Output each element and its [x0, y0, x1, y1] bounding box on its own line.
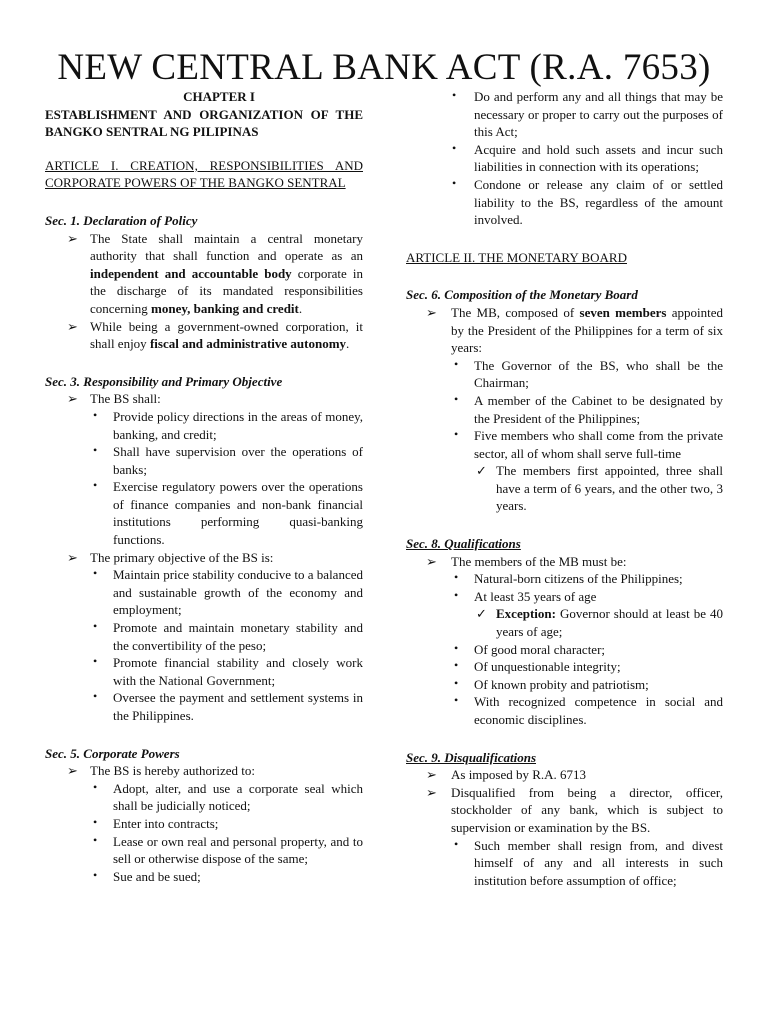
text: The BS shall:: [90, 391, 161, 407]
text: The members of the MB must be:: [451, 553, 627, 569]
text: With recognized competence in social and economic disciplines.: [474, 694, 723, 727]
arrow-icon: ➢: [67, 391, 78, 407]
bullet-icon: •: [93, 407, 98, 422]
bullet-icon: •: [93, 619, 98, 634]
text: Five members who shall come from the private sector, all of whom shall serve full-time: [474, 428, 723, 461]
list-item: [406, 641, 723, 659]
text: Sec. 9. Disqualifications: [406, 749, 537, 765]
list-item: [45, 780, 363, 815]
text: .: [298, 300, 303, 316]
check-icon: ✓: [476, 463, 487, 479]
bullet-icon: •: [452, 140, 457, 155]
arrow-icon: ➢: [67, 318, 78, 334]
list-item: [45, 566, 363, 619]
bullet-icon: •: [93, 867, 98, 882]
bullet-icon: •: [93, 689, 98, 704]
text: Provide policy directions in the areas of money, banking, and credit;: [113, 408, 363, 442]
text: The primary objective of the BS is:: [90, 549, 274, 565]
list-item: [45, 833, 363, 868]
list-item: [406, 570, 723, 588]
text: Promote financial stability and closely work with the National Government;: [113, 655, 363, 688]
bullet-icon: •: [454, 570, 459, 585]
arrow-icon: ➢: [426, 767, 437, 783]
bullet-icon: •: [93, 443, 98, 458]
bullet-icon: •: [93, 832, 98, 847]
bullet-icon: •: [93, 779, 98, 794]
list-item: [45, 654, 363, 689]
bullet-icon: •: [454, 391, 459, 406]
text: Lease or own real and personal property, and to sell or otherwise dispose of the same;: [113, 833, 363, 867]
text: Disqualified from being a director, officer, stockholder of any bank, which is subject to supervision or examination by the BS.: [451, 784, 723, 835]
text: Oversee the payment and settlement systems in the Philippines.: [113, 690, 363, 723]
sec-1-paragraph-2: [45, 318, 363, 353]
arrow-icon: ➢: [426, 784, 437, 800]
bullet-icon: •: [454, 675, 459, 690]
sec-8-heading: [406, 535, 723, 553]
text: .: [346, 336, 350, 352]
bullet-icon: •: [454, 427, 459, 442]
text: A member of the Cabinet to be designated by the President of the Philippines;: [474, 392, 723, 426]
text: The State shall maintain a central monetary authority that shall function and operate as an: [90, 230, 363, 264]
arrow-icon: ➢: [67, 763, 78, 779]
bullet-icon: •: [452, 88, 457, 102]
text: Acquire and hold such assets and incur such liabilities in connection with its operations;: [474, 141, 723, 175]
sec-5-intro: [45, 762, 363, 780]
sec-9-paragraph-2: [406, 784, 723, 837]
text: Do and perform any and all things that may be necessary or proper to carry out the purposes of this Act;: [474, 89, 723, 140]
list-item: [45, 478, 363, 548]
check-icon: ✓: [476, 606, 487, 622]
list-item: [406, 357, 723, 392]
list-item: [45, 443, 363, 478]
text: The Governor of the BS, who shall be the Chairman;: [474, 357, 723, 391]
bullet-icon: •: [454, 693, 459, 708]
bold-text: money, banking and credit: [151, 300, 299, 316]
bold-text: Exception:: [496, 606, 556, 622]
text: appointed by the President of the Philippines for a term of six years:: [451, 304, 724, 356]
text: Of good moral character;: [474, 641, 606, 657]
sec-3-heading: Sec. 3. Responsibility and Primary Objective: [45, 373, 283, 389]
list-item: [406, 588, 723, 606]
left-column: [45, 88, 363, 885]
check-item: [406, 462, 723, 515]
bullet-icon: •: [454, 836, 459, 851]
text: Enter into contracts;: [113, 815, 219, 831]
sec-8-intro: [406, 553, 723, 571]
bullet-icon: •: [93, 654, 98, 669]
text: Promote and maintain monetary stability and the convertibility of the peso;: [113, 620, 363, 653]
arrow-icon: ➢: [426, 553, 437, 569]
sec-3-intro: [45, 390, 363, 408]
bullet-icon: •: [454, 356, 459, 371]
bullet-icon: •: [93, 566, 98, 581]
arrow-icon: ➢: [67, 230, 78, 246]
text: At least 35 years of age: [474, 588, 597, 604]
document-title: NEW CENTRAL BANK ACT (R.A. 7653): [57, 47, 711, 88]
text: The BS is hereby authorized to:: [90, 763, 255, 779]
list-item: [406, 658, 723, 676]
text: Shall have supervision over the operations of banks;: [113, 444, 363, 477]
list-item: [406, 141, 723, 176]
sec-1-paragraph-1: [45, 230, 363, 318]
text: Condone or release any claim of or settled liability to the BS, regardless of the amount involved.: [474, 176, 723, 228]
text: Of known probity and patriotism;: [474, 676, 649, 692]
sec-6-heading: Sec. 6. Composition of the Monetary Board: [406, 287, 638, 303]
text: Sue and be sued;: [113, 868, 201, 884]
list-item: [406, 392, 723, 427]
list-item: [406, 427, 723, 462]
text: While being a government-owned corporation, it shall enjoy: [90, 318, 363, 352]
list-item: [406, 676, 723, 694]
bullet-icon: •: [454, 640, 459, 655]
bullet-icon: •: [93, 814, 98, 829]
sec-3-intro-2: [45, 549, 363, 567]
text: The members first appointed, three shall have a term of 6 years, and the other two, 3 years.: [496, 463, 723, 514]
text: The MB, composed of: [451, 304, 580, 320]
bullet-icon: •: [452, 175, 457, 190]
text: Governor should at least be 40 years of age;: [496, 606, 723, 640]
list-item: [406, 693, 723, 728]
bold-text: independent and accountable body: [90, 265, 292, 281]
bullet-icon: •: [93, 478, 98, 493]
sec-6-paragraph: [406, 304, 723, 357]
establishment-heading: ESTABLISHMENT AND ORGANIZATION OF THE BANGKO SENTRAL NG PILIPINAS: [45, 106, 363, 140]
list-item: [45, 815, 363, 833]
text: Maintain price stability conducive to a balanced and sustainable growth of the economy and employment;: [113, 567, 363, 618]
text: Sec. 8. Qualifications: [406, 536, 521, 552]
exception-item: [406, 605, 723, 640]
article-1-heading: ARTICLE I. CREATION, RESPONSIBILITIES AND CORPORATE POWERS OF THE BANGKO SENTRAL: [45, 157, 363, 191]
bullet-icon: •: [454, 587, 459, 602]
text: Adopt, alter, and use a corporate seal which shall be judicially noticed;: [113, 780, 363, 814]
arrow-icon: ➢: [67, 549, 78, 565]
text: Natural-born citizens of the Philippines;: [474, 571, 683, 587]
text: As imposed by R.A. 6713: [451, 767, 587, 783]
text: Such member shall resign from, and divest himself of any and all interests in such institution before assumption of office;: [474, 837, 723, 888]
bold-text: fiscal and administrative autonomy: [149, 336, 347, 352]
list-item: [406, 88, 723, 141]
sec-9-paragraph-1: [406, 766, 723, 784]
list-item: [45, 868, 363, 886]
arrow-icon: ➢: [426, 304, 437, 320]
chapter-heading: CHAPTER I: [183, 89, 255, 104]
list-item: [45, 619, 363, 654]
article-2-heading: ARTICLE II. THE MONETARY BOARD: [406, 249, 627, 265]
text: Exercise regulatory powers over the operations of finance companies and non-bank financial institutions performing quasi-banking functions.: [113, 479, 363, 548]
sec-9-heading: [406, 749, 723, 767]
bullet-icon: •: [454, 658, 459, 673]
bold-text: seven members: [579, 304, 667, 320]
list-item: [406, 176, 723, 229]
text: corporate in the discharge of its mandated responsibilities concerning: [90, 265, 363, 316]
list-item: [45, 408, 363, 443]
sec-5-heading: Sec. 5. Corporate Powers: [45, 745, 180, 761]
list-item: [406, 837, 723, 890]
sec-1-heading: Sec. 1. Declaration of Policy: [45, 212, 198, 228]
list-item: [45, 689, 363, 724]
right-column: [406, 88, 723, 889]
text: Of unquestionable integrity;: [474, 659, 621, 675]
